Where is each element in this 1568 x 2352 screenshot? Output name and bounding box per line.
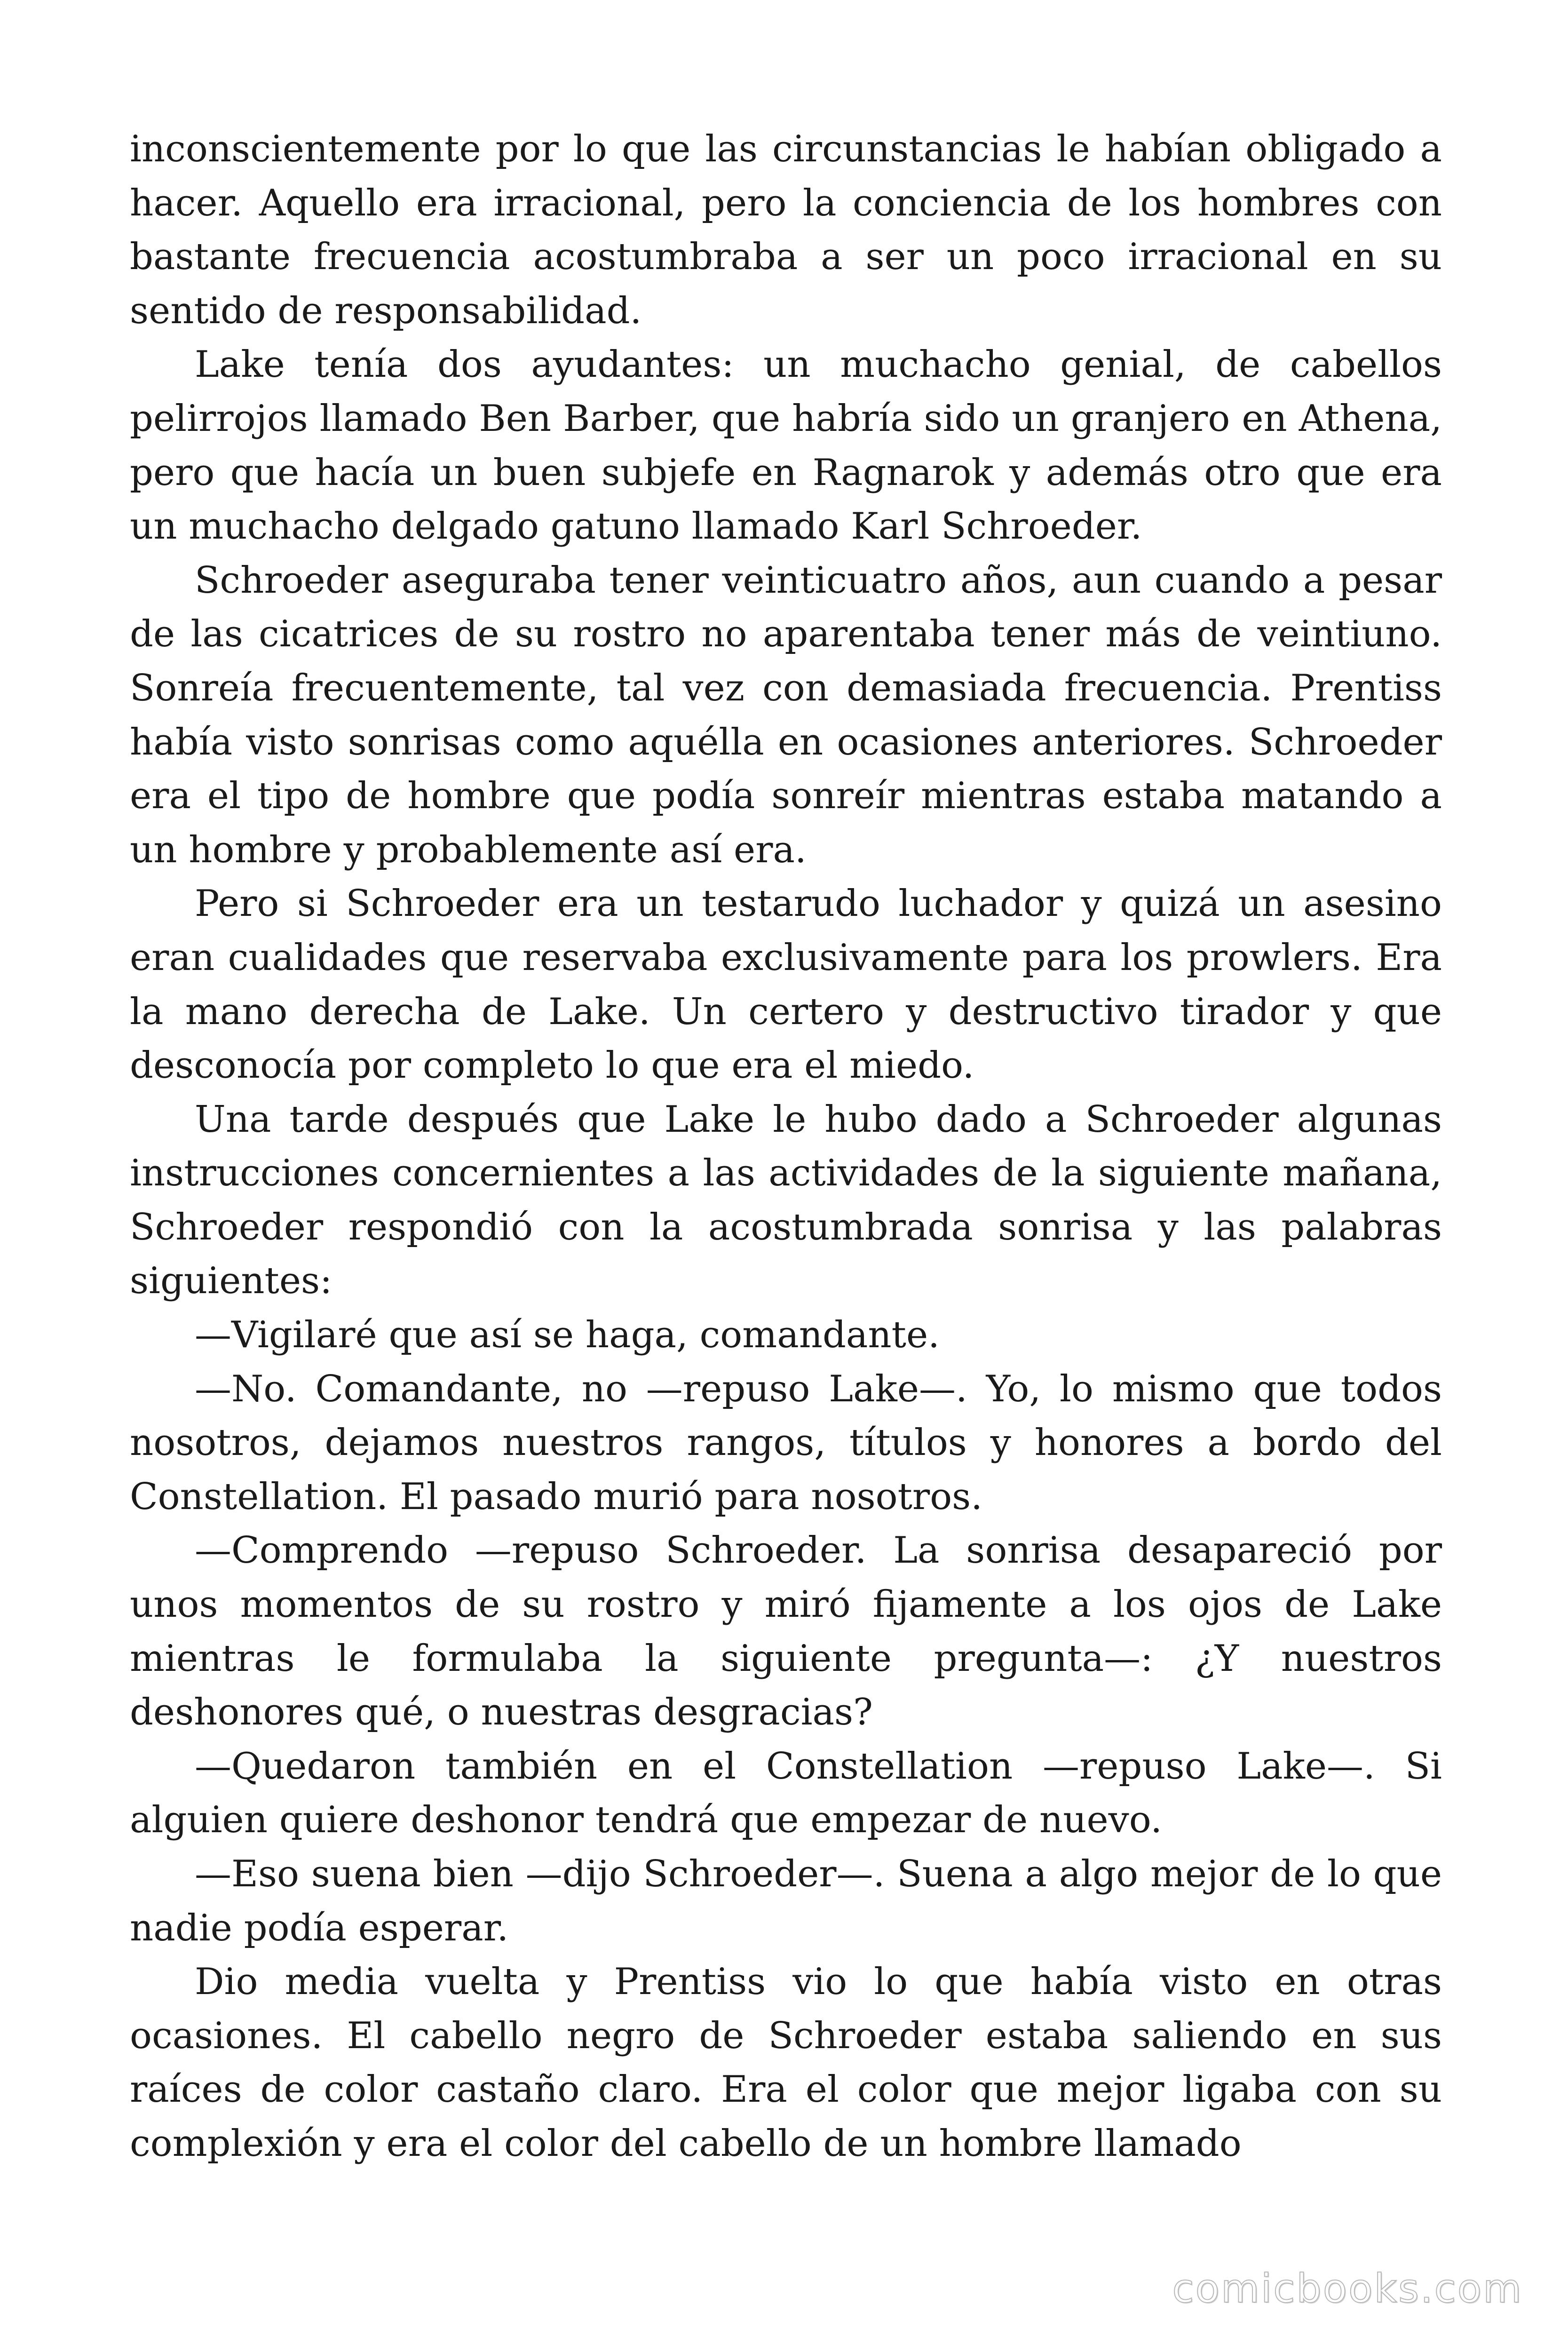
- paragraph-4: Pero si Schroeder era un testarudo luchador y quizá un asesino eran cualidades que reservaba exclusivamente para los prowlers. Era la mano derecha de Lake. Un certero y destructivo tirador y que desconocía por completo lo que era el miedo.: [130, 882, 1442, 1087]
- watermark: comicbooks.com: [1172, 2265, 1523, 2312]
- paragraph-3: Schroeder aseguraba tener veinticuatro años, aun cuando a pesar de las cicatrices de su rostro no aparentaba tener más de veintiuno. Sonreía frecuentemente, tal vez con demasiada frecuencia. Prentiss había visto sonrisas como aquélla en ocasiones anteriores. Schroeder era el tipo de hombre que podía sonreír mientras estaba matando a un hombre y probablemente así era.: [130, 559, 1442, 871]
- paragraph-6: —Vigilaré que así se haga, comandante.: [195, 1314, 940, 1357]
- paragraph-10: —Eso suena bien —dijo Schroeder—. Suena a algo mejor de lo que nadie podía esperar.: [130, 1853, 1442, 1949]
- paragraph-11: Dio media vuelta y Prentiss vio lo que había visto en otras ocasiones. El cabello negro de Schroeder estaba saliendo en sus raíces de color castaño claro. Era el color que mejor ligaba con su complexión y era el color del cabello de un hombre llamado: [130, 1961, 1442, 2165]
- page-body-text: [130, 122, 1442, 2171]
- paragraph-9: —Quedaron también en el Constellation —repuso Lake—. Si alguien quiere deshonor tendrá que empezar de nuevo.: [130, 1745, 1442, 1842]
- paragraph-5: Una tarde después que Lake le hubo dado a Schroeder algunas instrucciones concernientes a las actividades de la siguiente mañana, Schroeder respondió con la acostumbrada sonrisa y las palabras siguientes:: [130, 1098, 1442, 1303]
- paragraph-2: Lake tenía dos ayudantes: un muchacho genial, de cabellos pelirrojos llamado Ben Barber, que habría sido un granjero en Athena, pero que hacía un buen subjefe en Ragnarok y además otro que era un muchacho delgado gatuno llamado Karl Schroeder.: [130, 343, 1442, 548]
- paragraph-7: —No. Comandante, no —repuso Lake—. Yo, lo mismo que todos nosotros, dejamos nuestros rangos, títulos y honores a bordo del Constellation. El pasado murió para nosotros.: [130, 1367, 1442, 1518]
- paragraph-8: —Comprendo —repuso Schroeder. La sonrisa desapareció por unos momentos de su rostro y miró fijamente a los ojos de Lake mientras le formulaba la siguiente pregunta—: ¿Y nuestros deshonores qué, o nuestras desgracias?: [130, 1529, 1442, 1734]
- paragraph-1: inconscientemente por lo que las circunstancias le habían obligado a hacer. Aquello era irracional, pero la conciencia de los hombres con bastante frecuencia acostumbraba a ser un poco irracional en su sentido de responsabilidad.: [130, 128, 1442, 332]
